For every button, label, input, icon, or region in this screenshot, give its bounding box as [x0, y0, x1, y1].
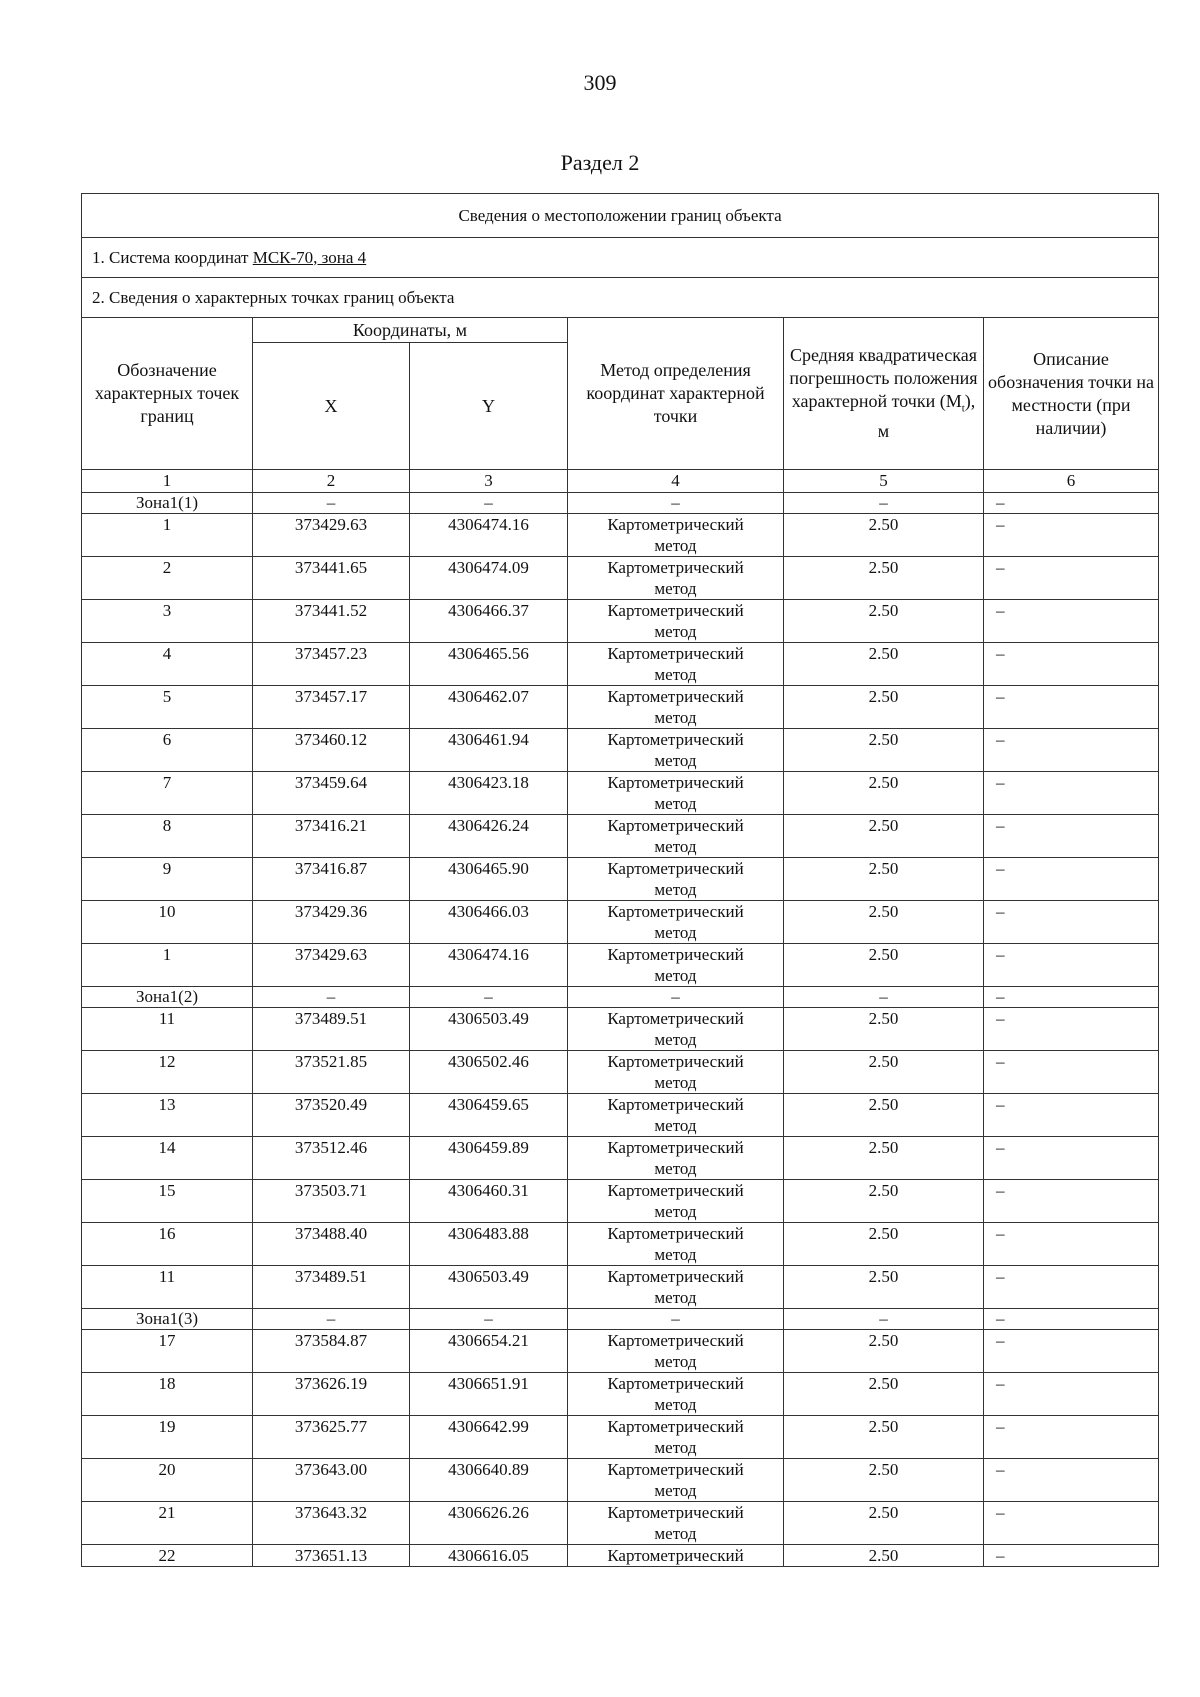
column-number: 6	[984, 470, 1159, 493]
x-coordinate: 373441.65	[253, 557, 410, 600]
header-error	[784, 318, 984, 470]
y-coordinate: 4306626.26	[410, 1502, 568, 1545]
description-value: –	[984, 557, 1159, 600]
points-info-line: 2. Сведения о характерных точках границ объекта	[82, 278, 1159, 318]
method-text: метод	[654, 1202, 697, 1221]
x-coordinate: 373429.63	[253, 944, 410, 987]
table-row	[82, 1137, 1159, 1180]
description-value: –	[984, 514, 1159, 557]
error-value: 2.50	[784, 1266, 984, 1309]
dash-cell: –	[984, 493, 1159, 514]
description-value: –	[984, 901, 1159, 944]
method-cell	[568, 1459, 784, 1502]
y-coordinate: 4306466.37	[410, 600, 568, 643]
table-row	[82, 1330, 1159, 1373]
x-coordinate: 373489.51	[253, 1008, 410, 1051]
error-value: 2.50	[784, 1373, 984, 1416]
point-number: 3	[82, 600, 253, 643]
point-number: 7	[82, 772, 253, 815]
dash-cell: –	[784, 493, 984, 514]
table-row	[82, 686, 1159, 729]
table-row	[82, 1416, 1159, 1459]
table-row	[82, 1223, 1159, 1266]
error-value: 2.50	[784, 1330, 984, 1373]
table-row	[82, 1373, 1159, 1416]
method-cell	[568, 1094, 784, 1137]
x-coordinate: 373429.36	[253, 901, 410, 944]
x-coordinate: 373584.87	[253, 1330, 410, 1373]
point-number: 11	[82, 1008, 253, 1051]
method-text: метод	[654, 708, 697, 727]
table-row	[82, 858, 1159, 901]
y-coordinate: 4306423.18	[410, 772, 568, 815]
table-row	[82, 772, 1159, 815]
dash-cell: –	[984, 987, 1159, 1008]
x-coordinate: 373457.17	[253, 686, 410, 729]
method-cell	[568, 901, 784, 944]
y-coordinate: 4306640.89	[410, 1459, 568, 1502]
method-text: Картометрический	[607, 859, 744, 878]
y-coordinate: 4306459.65	[410, 1094, 568, 1137]
table-row	[82, 1459, 1159, 1502]
error-value: 2.50	[784, 557, 984, 600]
x-coordinate: 373651.13	[253, 1545, 410, 1567]
table-row	[82, 815, 1159, 858]
y-coordinate: 4306654.21	[410, 1330, 568, 1373]
page-number: 309	[583, 70, 617, 95]
description-value: –	[984, 1180, 1159, 1223]
section-title: Раздел 2	[560, 150, 640, 175]
method-cell	[568, 944, 784, 987]
description-value: –	[984, 643, 1159, 686]
table-row	[82, 1180, 1159, 1223]
dash-cell: –	[784, 987, 984, 1008]
description-value: –	[984, 1137, 1159, 1180]
column-number: 4	[568, 470, 784, 493]
table-row	[82, 729, 1159, 772]
coordinate-system-value: МСК-70, зона 4	[252, 247, 367, 267]
method-cell	[568, 815, 784, 858]
method-text: Картометрический	[607, 601, 744, 620]
header-description: Описание обозначения точки на местности (при наличии)	[984, 318, 1159, 470]
method-text: Картометрический	[607, 687, 744, 706]
method-text: метод	[654, 1352, 697, 1371]
method-text: метод	[654, 1030, 697, 1049]
y-coordinate: 4306461.94	[410, 729, 568, 772]
description-value: –	[984, 1330, 1159, 1373]
method-text: метод	[654, 1073, 697, 1092]
point-number: 15	[82, 1180, 253, 1223]
method-cell	[568, 686, 784, 729]
error-value: 2.50	[784, 815, 984, 858]
point-number: 21	[82, 1502, 253, 1545]
method-text: метод	[654, 1288, 697, 1307]
error-value: 2.50	[784, 1137, 984, 1180]
coordinate-system-line	[82, 238, 1159, 278]
dash-cell: –	[568, 1309, 784, 1330]
x-coordinate: 373489.51	[253, 1266, 410, 1309]
point-number: 17	[82, 1330, 253, 1373]
method-text: метод	[654, 579, 697, 598]
y-coordinate: 4306465.56	[410, 643, 568, 686]
error-value: 2.50	[784, 600, 984, 643]
table-row	[82, 1008, 1159, 1051]
method-cell	[568, 1266, 784, 1309]
method-text: Картометрический	[607, 1009, 744, 1028]
y-coordinate: 4306459.89	[410, 1137, 568, 1180]
header-method: Метод определения координат характерной точки	[568, 318, 784, 470]
table-row	[82, 1051, 1159, 1094]
y-coordinate: 4306642.99	[410, 1416, 568, 1459]
x-coordinate: 373520.49	[253, 1094, 410, 1137]
dash-cell: –	[410, 987, 568, 1008]
x-coordinate: 373643.00	[253, 1459, 410, 1502]
method-text: метод	[654, 1481, 697, 1500]
dash-cell: –	[784, 1309, 984, 1330]
table-row	[82, 557, 1159, 600]
method-text: метод	[654, 751, 697, 770]
zone-label: Зона1(2)	[82, 987, 253, 1008]
description-value: –	[984, 686, 1159, 729]
y-coordinate: 4306483.88	[410, 1223, 568, 1266]
method-cell	[568, 772, 784, 815]
header-error-unit: ), м	[877, 390, 976, 442]
dash-cell: –	[253, 987, 410, 1008]
method-cell	[568, 643, 784, 686]
x-coordinate: 373626.19	[253, 1373, 410, 1416]
method-cell	[568, 1223, 784, 1266]
method-text: Картометрический	[607, 945, 744, 964]
x-coordinate: 373441.52	[253, 600, 410, 643]
x-coordinate: 373459.64	[253, 772, 410, 815]
point-number: 2	[82, 557, 253, 600]
method-text: Картометрический	[607, 1374, 744, 1393]
method-text: метод	[654, 1116, 697, 1135]
x-coordinate: 373416.87	[253, 858, 410, 901]
description-value: –	[984, 1266, 1159, 1309]
method-text: метод	[654, 923, 697, 942]
y-coordinate: 4306503.49	[410, 1266, 568, 1309]
error-value: 2.50	[784, 1545, 984, 1567]
y-coordinate: 4306474.16	[410, 514, 568, 557]
header-y: Y	[410, 343, 568, 470]
method-text: метод	[654, 665, 697, 684]
point-number: 13	[82, 1094, 253, 1137]
y-coordinate: 4306502.46	[410, 1051, 568, 1094]
point-number: 6	[82, 729, 253, 772]
method-text: Картометрический	[607, 644, 744, 663]
dash-cell: –	[410, 1309, 568, 1330]
error-value: 2.50	[784, 643, 984, 686]
point-number: 19	[82, 1416, 253, 1459]
point-number: 1	[82, 514, 253, 557]
method-text: Картометрический	[607, 773, 744, 792]
method-cell	[568, 729, 784, 772]
table-row	[82, 1266, 1159, 1309]
method-text: метод	[654, 622, 697, 641]
point-number: 22	[82, 1545, 253, 1567]
description-value: –	[984, 1094, 1159, 1137]
method-text: Картометрический	[607, 558, 744, 577]
method-cell	[568, 858, 784, 901]
dash-cell: –	[253, 1309, 410, 1330]
x-coordinate: 373460.12	[253, 729, 410, 772]
table-row	[82, 1094, 1159, 1137]
zone-label: Зона1(3)	[82, 1309, 253, 1330]
method-text: Картометрический	[607, 1052, 744, 1071]
y-coordinate: 4306465.90	[410, 858, 568, 901]
x-coordinate: 373643.32	[253, 1502, 410, 1545]
description-value: –	[984, 815, 1159, 858]
method-cell	[568, 557, 784, 600]
description-value: –	[984, 600, 1159, 643]
point-number: 4	[82, 643, 253, 686]
method-text: Картометрический	[607, 1331, 744, 1350]
table-row	[82, 600, 1159, 643]
table-row	[82, 1502, 1159, 1545]
method-cell	[568, 1545, 784, 1567]
error-value: 2.50	[784, 1502, 984, 1545]
table-row	[82, 901, 1159, 944]
error-value: 2.50	[784, 1416, 984, 1459]
method-text: Картометрический	[607, 1546, 744, 1565]
point-number: 18	[82, 1373, 253, 1416]
error-value: 2.50	[784, 1459, 984, 1502]
method-text: метод	[654, 536, 697, 555]
method-cell	[568, 1416, 784, 1459]
method-text: метод	[654, 1438, 697, 1457]
zone-row	[82, 987, 1159, 1008]
x-coordinate: 373416.21	[253, 815, 410, 858]
dash-cell: –	[568, 987, 784, 1008]
y-coordinate: 4306474.09	[410, 557, 568, 600]
description-value: –	[984, 1373, 1159, 1416]
table-row	[82, 643, 1159, 686]
method-text: Картометрический	[607, 1503, 744, 1522]
y-coordinate: 4306651.91	[410, 1373, 568, 1416]
method-text: метод	[654, 880, 697, 899]
dash-cell: –	[568, 493, 784, 514]
point-number: 9	[82, 858, 253, 901]
error-value: 2.50	[784, 729, 984, 772]
point-number: 1	[82, 944, 253, 987]
description-value: –	[984, 772, 1159, 815]
error-value: 2.50	[784, 514, 984, 557]
description-value: –	[984, 1223, 1159, 1266]
method-cell	[568, 1137, 784, 1180]
x-coordinate: 373457.23	[253, 643, 410, 686]
method-text: Картометрический	[607, 816, 744, 835]
error-value: 2.50	[784, 901, 984, 944]
method-text: метод	[654, 794, 697, 813]
y-coordinate: 4306474.16	[410, 944, 568, 987]
description-value: –	[984, 1459, 1159, 1502]
point-number: 8	[82, 815, 253, 858]
x-coordinate: 373625.77	[253, 1416, 410, 1459]
description-value: –	[984, 1416, 1159, 1459]
error-value: 2.50	[784, 686, 984, 729]
zone-label: Зона1(1)	[82, 493, 253, 514]
column-number: 1	[82, 470, 253, 493]
y-coordinate: 4306503.49	[410, 1008, 568, 1051]
method-text: метод	[654, 1395, 697, 1414]
method-text: Картометрический	[607, 1460, 744, 1479]
point-number: 10	[82, 901, 253, 944]
y-coordinate: 4306616.05	[410, 1545, 568, 1567]
table-row	[82, 944, 1159, 987]
zone-row	[82, 1309, 1159, 1330]
method-cell	[568, 600, 784, 643]
x-coordinate: 373503.71	[253, 1180, 410, 1223]
method-text: Картометрический	[607, 902, 744, 921]
point-number: 20	[82, 1459, 253, 1502]
method-cell	[568, 1502, 784, 1545]
table-row	[82, 1545, 1159, 1567]
method-text: Картометрический	[607, 730, 744, 749]
point-number: 16	[82, 1223, 253, 1266]
description-value: –	[984, 729, 1159, 772]
header-error-subscript: t	[961, 402, 965, 415]
table-title: Сведения о местоположении границ объекта	[82, 194, 1159, 238]
description-value: –	[984, 1051, 1159, 1094]
y-coordinate: 4306426.24	[410, 815, 568, 858]
x-coordinate: 373512.46	[253, 1137, 410, 1180]
header-designation: Обозначение характерных точек границ	[82, 318, 253, 470]
header-error-text: Средняя квадратическая погрешность положения характерной точки (M	[789, 344, 978, 411]
y-coordinate: 4306460.31	[410, 1180, 568, 1223]
point-number: 12	[82, 1051, 253, 1094]
method-text: метод	[654, 1159, 697, 1178]
method-cell	[568, 514, 784, 557]
header-coordinates: Координаты, м	[253, 318, 568, 343]
coordinate-system-prefix: 1. Система координат	[92, 247, 253, 267]
error-value: 2.50	[784, 1051, 984, 1094]
method-cell	[568, 1330, 784, 1373]
error-value: 2.50	[784, 1008, 984, 1051]
method-cell	[568, 1180, 784, 1223]
y-coordinate: 4306462.07	[410, 686, 568, 729]
y-coordinate: 4306466.03	[410, 901, 568, 944]
zone-row	[82, 493, 1159, 514]
method-text: Картометрический	[607, 1095, 744, 1114]
x-coordinate: 373488.40	[253, 1223, 410, 1266]
dash-cell: –	[410, 493, 568, 514]
description-value: –	[984, 1545, 1159, 1567]
method-text: метод	[654, 1245, 697, 1264]
column-number: 2	[253, 470, 410, 493]
boundary-points-table	[81, 193, 1159, 1567]
method-text: метод	[654, 1524, 697, 1543]
method-text: метод	[654, 966, 697, 985]
table-row	[82, 514, 1159, 557]
dash-cell: –	[984, 1309, 1159, 1330]
error-value: 2.50	[784, 1223, 984, 1266]
description-value: –	[984, 1502, 1159, 1545]
point-number: 14	[82, 1137, 253, 1180]
method-cell	[568, 1051, 784, 1094]
error-value: 2.50	[784, 772, 984, 815]
method-text: Картометрический	[607, 1138, 744, 1157]
method-text: Картометрический	[607, 1224, 744, 1243]
x-coordinate: 373521.85	[253, 1051, 410, 1094]
method-text: Картометрический	[607, 1181, 744, 1200]
dash-cell: –	[253, 493, 410, 514]
point-number: 5	[82, 686, 253, 729]
error-value: 2.50	[784, 1094, 984, 1137]
description-value: –	[984, 1008, 1159, 1051]
method-cell	[568, 1373, 784, 1416]
description-value: –	[984, 944, 1159, 987]
error-value: 2.50	[784, 1180, 984, 1223]
method-text: Картометрический	[607, 515, 744, 534]
description-value: –	[984, 858, 1159, 901]
x-coordinate: 373429.63	[253, 514, 410, 557]
method-text: Картометрический	[607, 1267, 744, 1286]
method-cell	[568, 1008, 784, 1051]
method-text: Картометрический	[607, 1417, 744, 1436]
error-value: 2.50	[784, 944, 984, 987]
error-value: 2.50	[784, 858, 984, 901]
point-number: 11	[82, 1266, 253, 1309]
column-number: 3	[410, 470, 568, 493]
column-number: 5	[784, 470, 984, 493]
method-text: метод	[654, 837, 697, 856]
header-x: X	[253, 343, 410, 470]
